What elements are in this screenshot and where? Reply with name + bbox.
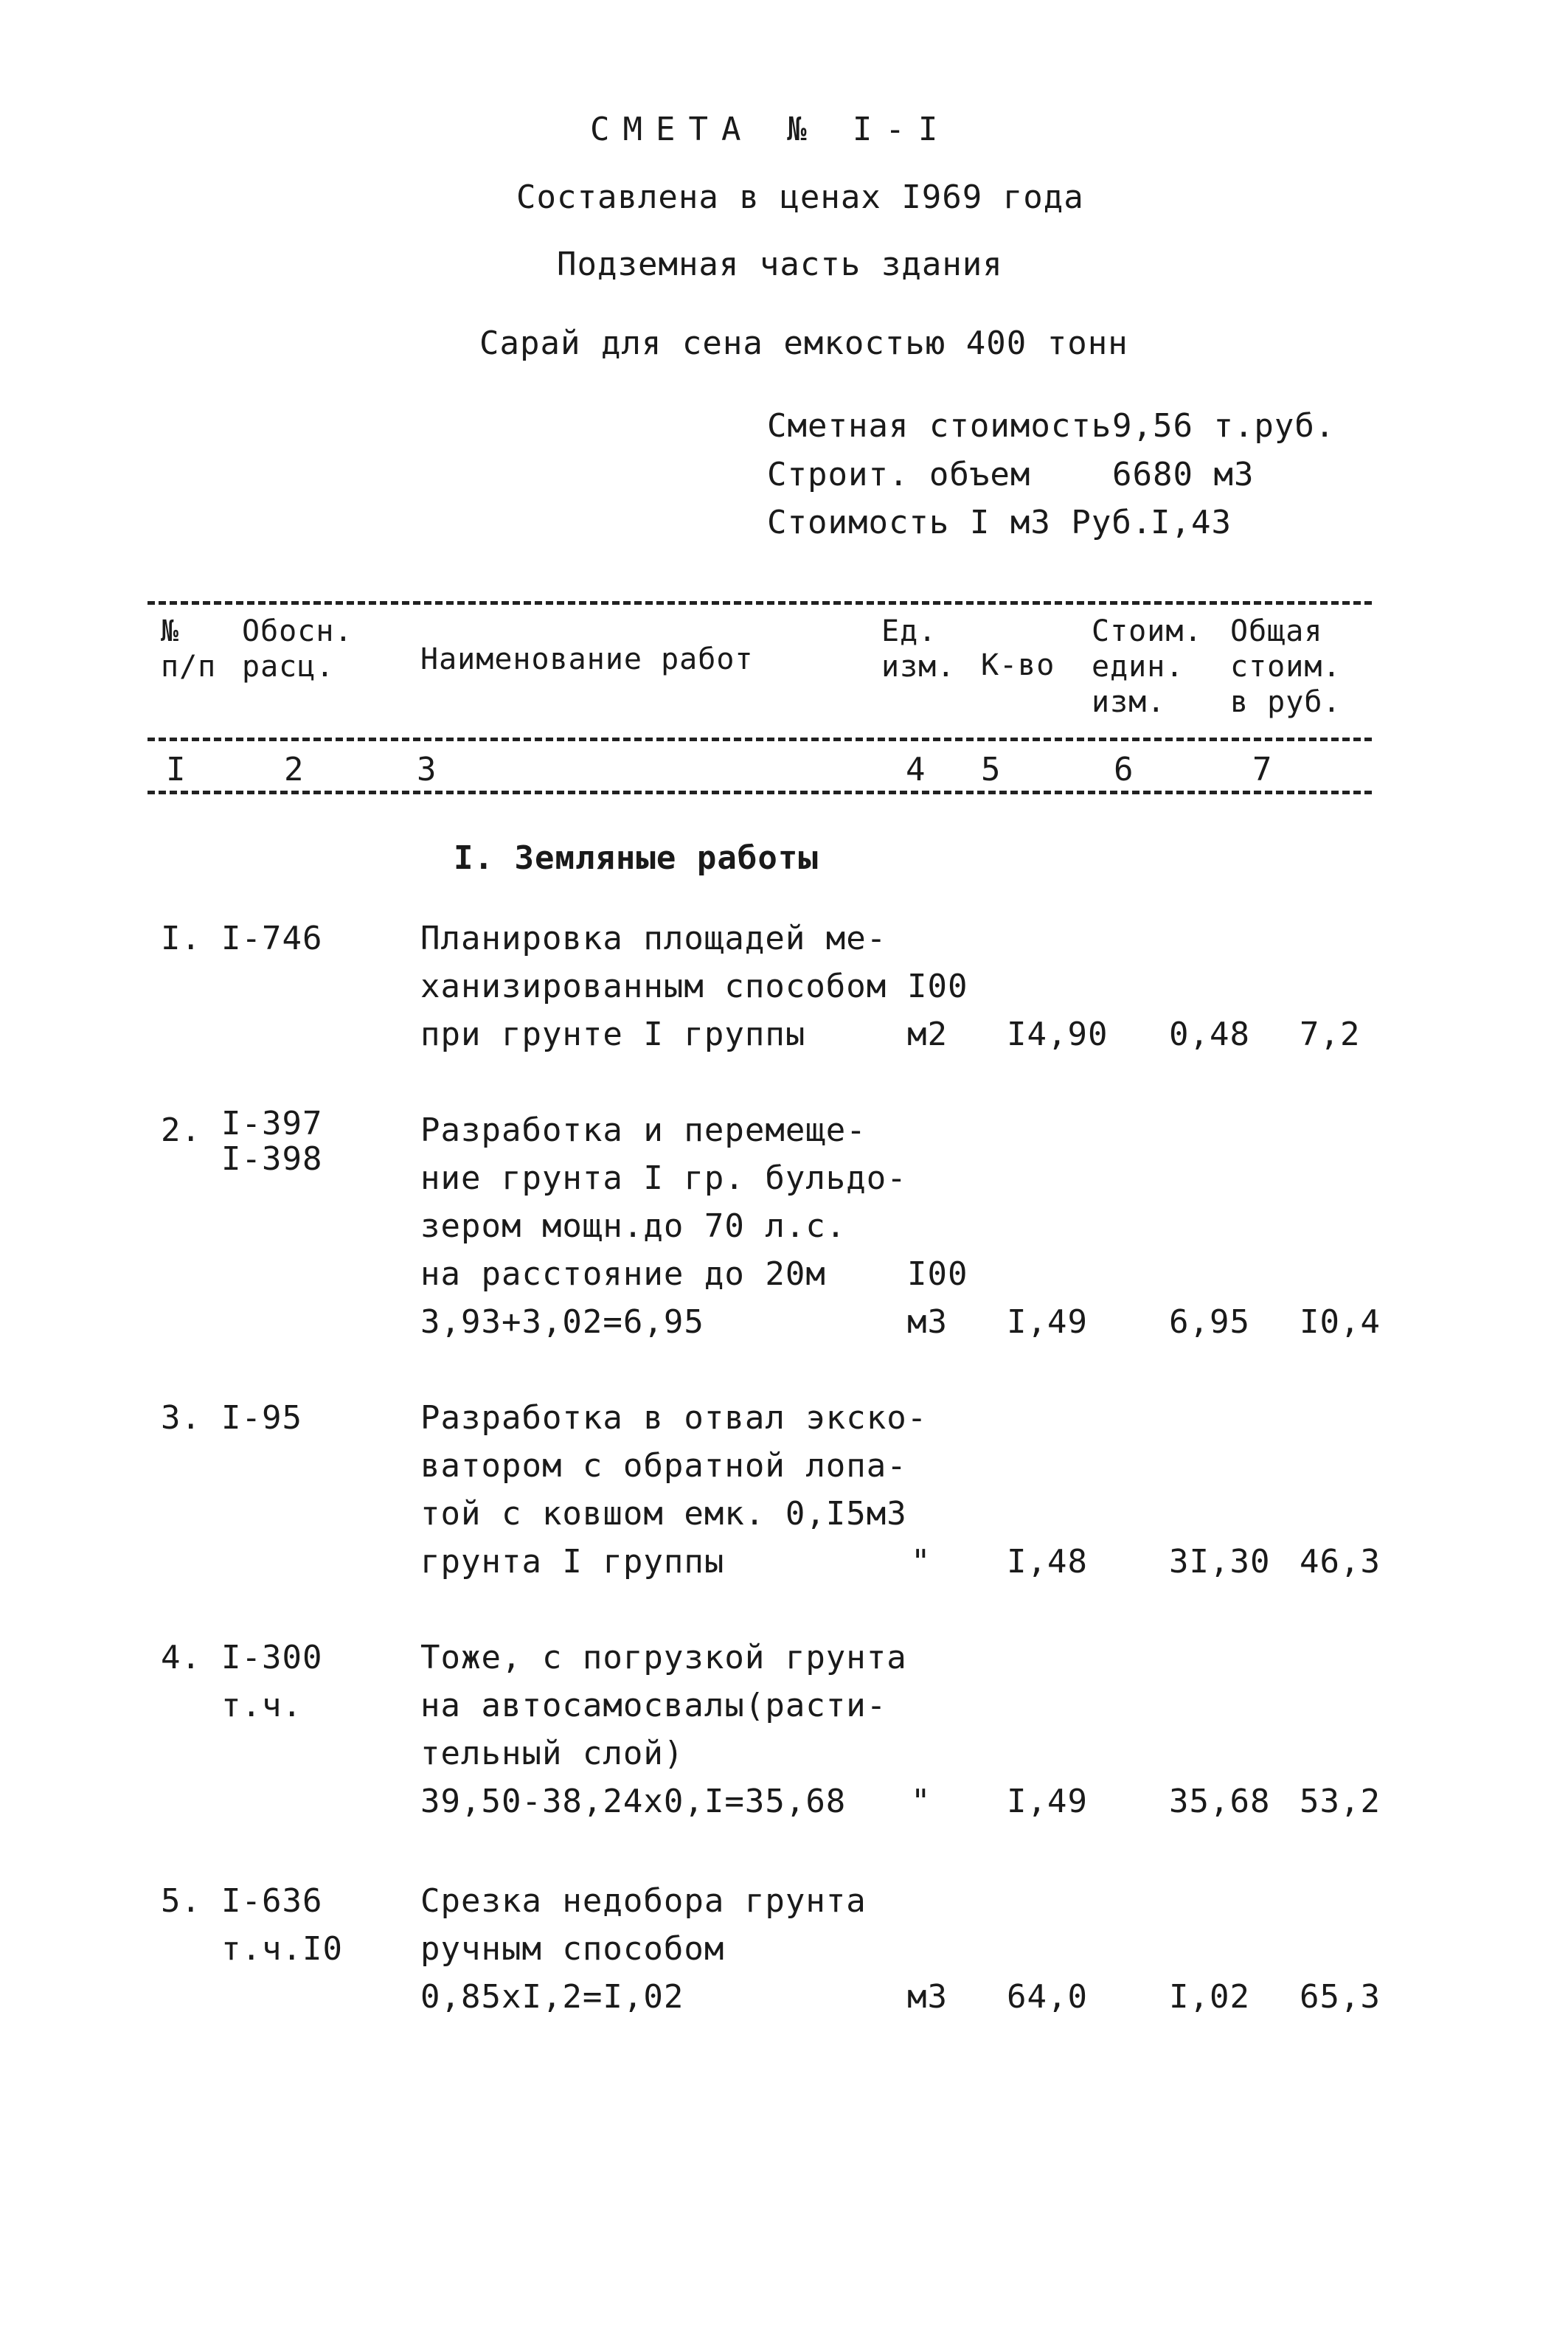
cost-value: 9,56 т.руб.: [1112, 407, 1336, 445]
col-number-5: 5: [981, 751, 1002, 788]
row-4-qty: I,49: [1007, 1783, 1088, 1820]
row-5-basis: I-636 т.ч.I0: [221, 1882, 343, 1968]
row-5-total: 65,3: [1300, 1978, 1381, 2016]
header-bottom-rule: [148, 738, 1372, 741]
row-4-total: 53,2: [1300, 1783, 1381, 1820]
col-header-total: Общая стоим. в руб.: [1230, 614, 1342, 719]
col-header-basis: Обосн. расц.: [242, 614, 353, 684]
row-2-unit-cost: 6,95: [1169, 1303, 1250, 1341]
cost-label: Сметная стоимость: [767, 407, 1112, 445]
building-part-line: Подземная часть здания: [557, 246, 1003, 283]
col-header-unit: Ед. изм.: [881, 614, 956, 684]
document-title: СМЕТА № I-I: [590, 111, 951, 148]
col-number-2: 2: [284, 751, 305, 788]
row-3-total: 46,3: [1300, 1543, 1381, 1581]
row-2-name: Разработка и перемеще- ние грунта I гр. бульдо- зером мощн.до 70 л.с. на расстояние до 20м 3,93+3,02=6,95: [420, 1111, 907, 1341]
col-number-6: 6: [1114, 751, 1134, 788]
row-3-name: Разработка в отвал экско- ватором с обратной лопа- той с ковшом емк. 0,I5м3 грунта I группы: [420, 1399, 928, 1581]
table-top-rule: [148, 601, 1372, 605]
row-4-unit-cost: 35,68: [1169, 1783, 1271, 1820]
row-5-unit: м3: [907, 1978, 948, 2016]
row-4-name: Тоже, с погрузкой грунта на автосамосвалы(расти- тельный слой) 39,50-38,24х0,I=35,68: [420, 1639, 907, 1820]
row-2-basis: I-397 I-398: [221, 1105, 323, 1178]
volume-value: 6680 м3: [1112, 456, 1255, 493]
row-1-basis: I-746: [221, 920, 323, 957]
col-header-qty: К-во: [981, 648, 1055, 682]
unit-cost-label: Стоимость I м3 Руб.: [767, 504, 1153, 541]
row-3-basis: I-95: [221, 1399, 302, 1437]
col-number-1: I: [166, 751, 187, 788]
row-3-unit: ": [911, 1543, 932, 1581]
row-2-num: 2.: [161, 1111, 201, 1149]
price-basis-line: Составлена в ценах I969 года: [516, 178, 1084, 216]
volume-label: Строит. объем: [767, 456, 1031, 493]
row-2-unit: I00 м3: [907, 1255, 968, 1341]
row-1-num: I.: [161, 920, 201, 957]
object-name-line: Сарай для сена емкостью 400 тонн: [479, 325, 1128, 362]
row-3-qty: I,48: [1007, 1543, 1088, 1581]
row-5-name: Срезка недобора грунта ручным способом 0,85хI,2=I,02: [420, 1882, 867, 2016]
col-header-name: Наименование работ: [420, 642, 754, 676]
row-4-basis: I-300 т.ч.: [221, 1639, 323, 1724]
row-1-total: 7,2: [1300, 1016, 1361, 1053]
col-header-unit-cost: Стоим. един. изм.: [1092, 614, 1203, 719]
row-2-qty: I,49: [1007, 1303, 1088, 1341]
numbers-bottom-rule: [148, 791, 1372, 794]
row-5-qty: 64,0: [1007, 1978, 1088, 2016]
row-4-unit: ": [911, 1783, 932, 1820]
row-1-unit: I00 м2: [907, 968, 968, 1053]
col-header-num: № п/п: [161, 614, 217, 684]
row-2-total: I0,4: [1300, 1303, 1381, 1341]
row-3-num: 3.: [161, 1399, 201, 1437]
row-1-unit-cost: 0,48: [1169, 1016, 1250, 1053]
row-4-num: 4.: [161, 1639, 201, 1676]
row-5-unit-cost: I,02: [1169, 1978, 1250, 2016]
col-number-3: 3: [417, 751, 437, 788]
col-number-4: 4: [906, 751, 926, 788]
section-title: I. Земляные работы: [454, 839, 819, 877]
row-5-num: 5.: [161, 1882, 201, 1920]
row-1-name: Планировка площадей ме- ханизированным способом при грунте I группы: [420, 920, 887, 1053]
unit-cost-value: I,43: [1151, 504, 1232, 541]
row-3-unit-cost: 3I,30: [1169, 1543, 1271, 1581]
col-number-7: 7: [1252, 751, 1273, 788]
row-1-qty: I4,90: [1007, 1016, 1109, 1053]
